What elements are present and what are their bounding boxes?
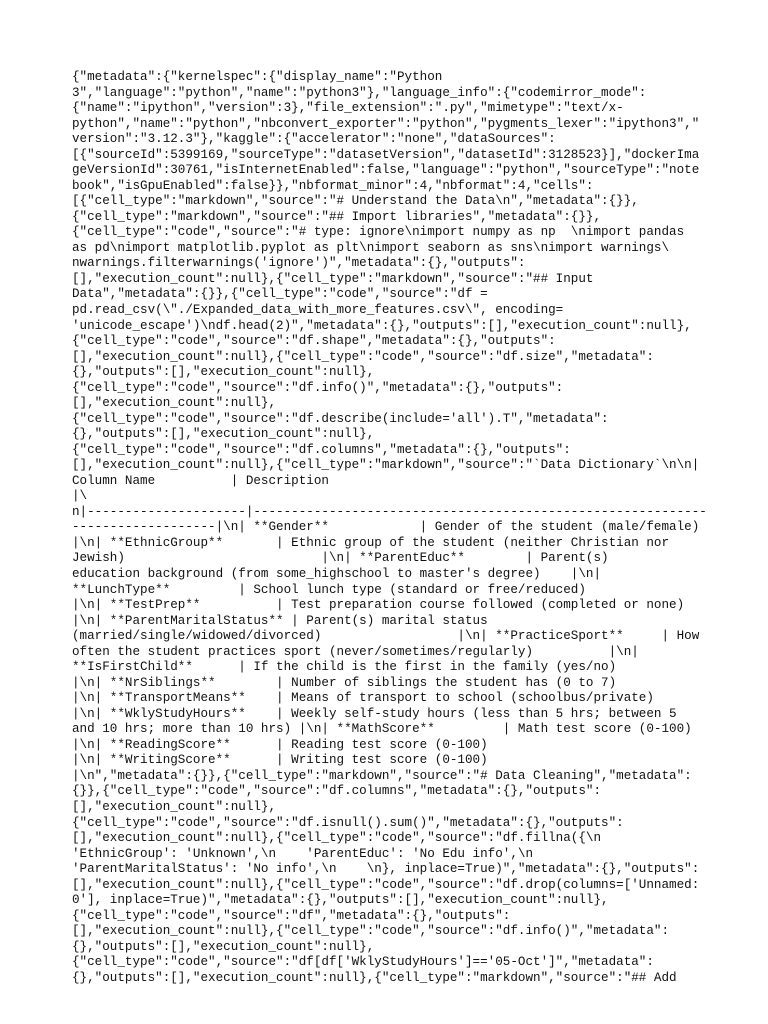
text-line: |\n| **WklyStudyHours** | Weekly self-study hours (less than 5 hrs; between 5: [72, 706, 677, 721]
text-line: {"name":"ipython","version":3},"file_extension":".py","mimetype":"text/x-: [72, 101, 624, 116]
text-line: Jewish) |\n| **ParentEduc** | Parent(s): [72, 551, 609, 566]
text-line: [],"execution_count":null},{"cell_type":"code","source":"df.fillna({\n: [72, 831, 602, 846]
text-line: |\n| **WritingScore** | Writing test score (0-100): [72, 753, 488, 768]
text-line: |\: [72, 489, 88, 504]
text-line: {"cell_type":"markdown","source":"## Import libraries","metadata":{}},: [72, 209, 602, 224]
text-line: {"metadata":{"kernelspec":{"display_name":"Python: [72, 70, 443, 84]
text-line: and 10 hrs; more than 10 hrs) |\n| **MathScore** | Math test score (0-100): [72, 722, 692, 737]
text-line: as pd\nimport matplotlib.pyplot as plt\nimport seaborn as sns\nimport warnings\: [72, 240, 670, 255]
text-line: Data","metadata":{}},{"cell_type":"code","source":"df =: [72, 287, 488, 302]
text-line: 'EthnicGroup': 'Unknown',\n 'ParentEduc': 'No Edu info',\n: [72, 846, 534, 861]
text-line: {},"outputs":[],"execution_count":null},: [72, 427, 375, 442]
text-line: [],"execution_count":null},{"cell_type":"code","source":"df.drop(columns=['Unnamed:: [72, 877, 700, 892]
text-line: **IsFirstChild** | If the child is the first in the family (yes/no): [72, 660, 617, 675]
text-line: [{"cell_type":"markdown","source":"# Understand the Data\n","metadata":{}},: [72, 194, 639, 209]
text-line: 3","language":"python","name":"python3"},"language_info":{"codemirror_mode":: [72, 85, 647, 100]
text-line: 'unicode_escape')\ndf.head(2)","metadata":{},"outputs":[],"execution_count":null},: [72, 318, 692, 333]
text-line: 0'], inplace=True)","metadata":{},"outputs":[],"execution_count":null},: [72, 893, 609, 908]
text-line: n|---------------------|------------------------------------------------------------: [72, 504, 707, 519]
text-line: (married/single/widowed/divorced) |\n| **PracticeSport** | How: [72, 629, 700, 644]
text-line: {"cell_type":"code","source":"df.columns","metadata":{},"outputs":: [72, 442, 571, 457]
text-line: {"cell_type":"code","source":"df[df['WklyStudyHours']=='05-Oct']","metadata":: [72, 955, 654, 970]
text-line: [],"execution_count":null},: [72, 799, 277, 814]
notebook-json-text: [72, 70, 712, 986]
text-line: |\n| **NrSiblings** | Number of siblings the student has (0 to 7): [72, 675, 617, 690]
text-line: |\n| **EthnicGroup** | Ethnic group of the student (neither Christian nor: [72, 535, 670, 550]
text-line: |\n| **ReadingScore** | Reading test score (0-100): [72, 737, 488, 752]
text-line: |\n","metadata":{}},{"cell_type":"markdown","source":"# Data Cleaning","metadata":: [72, 768, 692, 783]
text-line: [],"execution_count":null},{"cell_type":"code","source":"df.info()","metadata":: [72, 924, 670, 939]
text-line: {},"outputs":[],"execution_count":null},{"cell_type":"markdown","source":"## Add: [72, 970, 677, 985]
text-line: -------------------|\n| **Gender** | Gender of the student (male/female): [72, 520, 700, 535]
text-line: [],"execution_count":null},: [72, 396, 277, 411]
text-line: {"cell_type":"code","source":"df.shape","metadata":{},"outputs":: [72, 334, 556, 349]
text-line: 'ParentMaritalStatus': 'No info',\n \n}, inplace=True)","metadata":{},"outputs":: [72, 862, 700, 877]
text-line: **LunchType** | School lunch type (standard or free/reduced): [72, 582, 586, 597]
text-line: [{"sourceId":5399169,"sourceType":"datasetVersion","datasetId":3128523}],"dockerIma: [72, 147, 700, 162]
text-line: Column Name | Description: [72, 473, 329, 488]
text-line: often the student practices sport (never/sometimes/regularly) |\n|: [72, 644, 639, 659]
text-line: {},"outputs":[],"execution_count":null},: [72, 365, 375, 380]
text-line: {}},{"cell_type":"code","source":"df.columns","metadata":{},"outputs":: [72, 784, 602, 799]
text-line: python","name":"python","nbconvert_exporter":"python","pygments_lexer":"ipython3",": [72, 116, 700, 131]
text-line: pd.read_csv(\"./Expanded_data_with_more_features.csv\", encoding=: [72, 302, 564, 317]
text-line: {"cell_type":"code","source":"df.describe(include='all').T","metadata":: [72, 411, 609, 426]
text-line: {"cell_type":"code","source":"# type: ignore\nimport numpy as np \nimport pandas: [72, 225, 685, 240]
text-line: {"cell_type":"code","source":"df","metadata":{},"outputs":: [72, 908, 511, 923]
text-line: {},"outputs":[],"execution_count":null},: [72, 939, 375, 954]
text-line: education background (from some_highschool to master's degree) |\n|: [72, 567, 602, 581]
text-line: |\n| **TestPrep** | Test preparation course followed (completed or none): [72, 598, 685, 613]
text-line: book","isGpuEnabled":false}},"nbformat_minor":4,"nbformat":4,"cells":: [72, 178, 594, 193]
text-line: |\n| **ParentMaritalStatus** | Parent(s) marital status: [72, 613, 488, 628]
text-line: version":"3.12.3"},"kaggle":{"accelerator":"none","dataSources":: [72, 132, 556, 147]
text-line: [],"execution_count":null},{"cell_type":"markdown","source":"`Data Dictionary`\n\n|: [72, 458, 700, 473]
text-line: geVersionId":30761,"isInternetEnabled":false,"language":"python","sourceType":"note: [72, 163, 700, 178]
text-line: nwarnings.filterwarnings('ignore')","metadata":{},"outputs":: [72, 256, 526, 271]
text-line: |\n| **TransportMeans** | Means of transport to school (schoolbus/private): [72, 691, 654, 706]
text-line: {"cell_type":"code","source":"df.info()","metadata":{},"outputs":: [72, 380, 564, 395]
text-line: [],"execution_count":null},{"cell_type":"code","source":"df.size","metadata":: [72, 349, 654, 364]
text-line: {"cell_type":"code","source":"df.isnull().sum()","metadata":{},"outputs":: [72, 815, 624, 830]
text-line: [],"execution_count":null},{"cell_type":"markdown","source":"## Input: [72, 271, 594, 286]
